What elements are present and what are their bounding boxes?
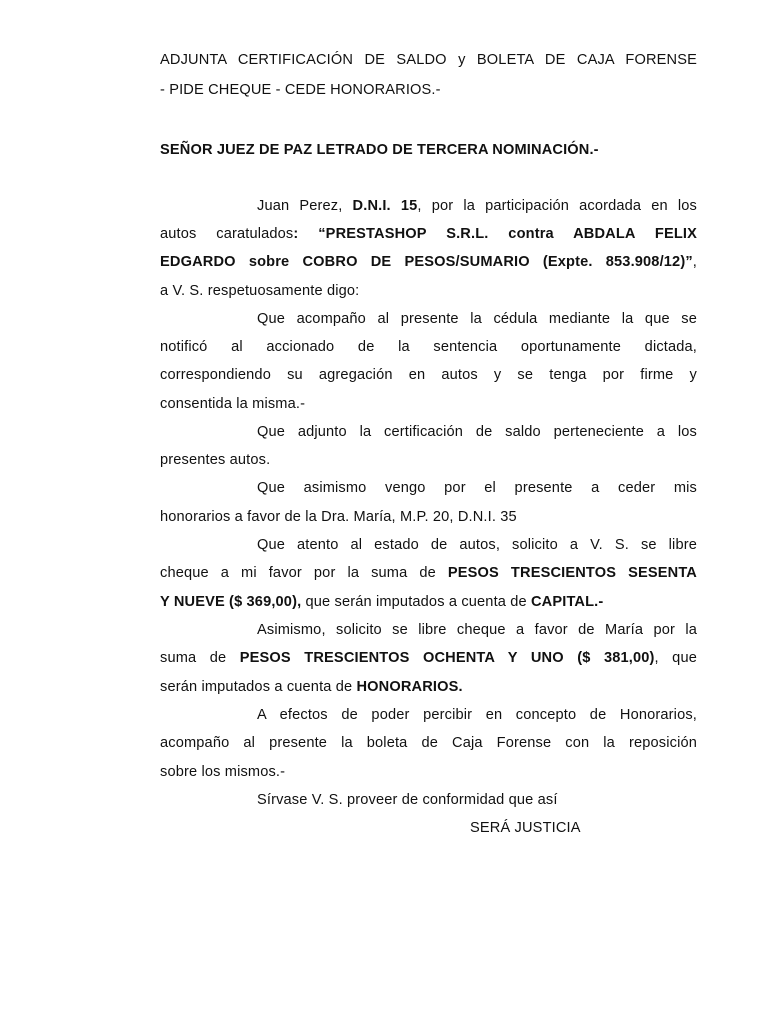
p5-que: , que [654, 650, 697, 666]
p2-line-2: presentes autos. [160, 452, 271, 468]
intro-line-3 [160, 252, 697, 272]
p6-line-3: sobre los mismos.- [160, 764, 286, 780]
p5-line-1: Asimismo, solicito se libre cheque a favor de María por la [257, 622, 697, 638]
p3-line-1: Que asimismo vengo por el presente a ceder mis [257, 480, 697, 496]
p5-honorarios: HONORARIOS. [356, 679, 463, 695]
intro-text: , por la participación acordada en los [417, 198, 697, 214]
p4-amount-1: PESOS TRESCIENTOS SESENTA [447, 565, 697, 581]
p5-line-3 [160, 677, 697, 697]
p2-line-1: Que adjunto la certificación de saldo perteneciente a los [257, 424, 697, 440]
closing-line-1: Sírvase V. S. proveer de conformidad que así [257, 792, 558, 808]
p4-amount-2: Y NUEVE ($ 369,00), [160, 594, 302, 610]
intro-autos: autos caratulados [160, 226, 294, 242]
p1-line-1: Que acompaño al presente la cédula mediante la que se [257, 311, 697, 327]
intro-name: Juan Perez, [257, 198, 353, 214]
p4-capital: CAPITAL.- [530, 594, 604, 610]
intro-line-4: a V. S. respetuosamente digo: [160, 283, 360, 299]
header-line-2: - PIDE CHEQUE - CEDE HONORARIOS.- [160, 82, 441, 98]
intro-line-1 [257, 196, 697, 216]
p4-line-2 [160, 563, 697, 583]
p6-line-2: acompaño al presente la boleta de Caja Forense con la reposición [160, 735, 697, 751]
intro-comma: , [692, 254, 697, 270]
addressee [160, 140, 697, 160]
p5-imputados: serán imputados a cuenta de [160, 679, 357, 695]
p4-line-1: Que atento al estado de autos, solicito a V. S. se libre [257, 537, 697, 553]
header-line-1: ADJUNTA CERTIFICACIÓN DE SALDO y BOLETA DE CAJA FORENSE [160, 52, 697, 68]
p3-line-2: honorarios a favor de la Dra. María, M.P. 20, D.N.I. 35 [160, 509, 517, 525]
addressee-text: SEÑOR JUEZ DE PAZ LETRADO DE TERCERA NOMINACIÓN.- [160, 142, 599, 158]
p4-cheque-text: cheque a mi favor por la suma de [160, 565, 448, 581]
intro-case-title-2: EDGARDO sobre COBRO DE PESOS/SUMARIO (Expte. 853.908/12)” [160, 254, 693, 270]
closing-sera-justicia: SERÁ JUSTICIA [470, 820, 581, 836]
p5-amount: PESOS TRESCIENTOS OCHENTA Y UNO ($ 381,00) [239, 650, 655, 666]
p6-line-1: A efectos de poder percibir en concepto de Honorarios, [257, 707, 697, 723]
p4-line-3 [160, 592, 697, 612]
p5-suma: suma de [160, 650, 240, 666]
intro-case-title-1: : “PRESTASHOP S.R.L. contra ABDALA FELIX [293, 226, 697, 242]
p1-line-4: consentida la misma.- [160, 396, 306, 412]
p1-line-2: notificó al accionado de la sentencia oportunamente dictada, [160, 339, 697, 355]
intro-dni: D.N.I. 15 [352, 198, 418, 214]
p4-imputados: que serán imputados a cuenta de [301, 594, 531, 610]
intro-line-2 [160, 224, 697, 244]
p1-line-3: correspondiendo su agregación en autos y se tenga por firme y [160, 367, 697, 383]
p5-line-2 [160, 648, 697, 668]
